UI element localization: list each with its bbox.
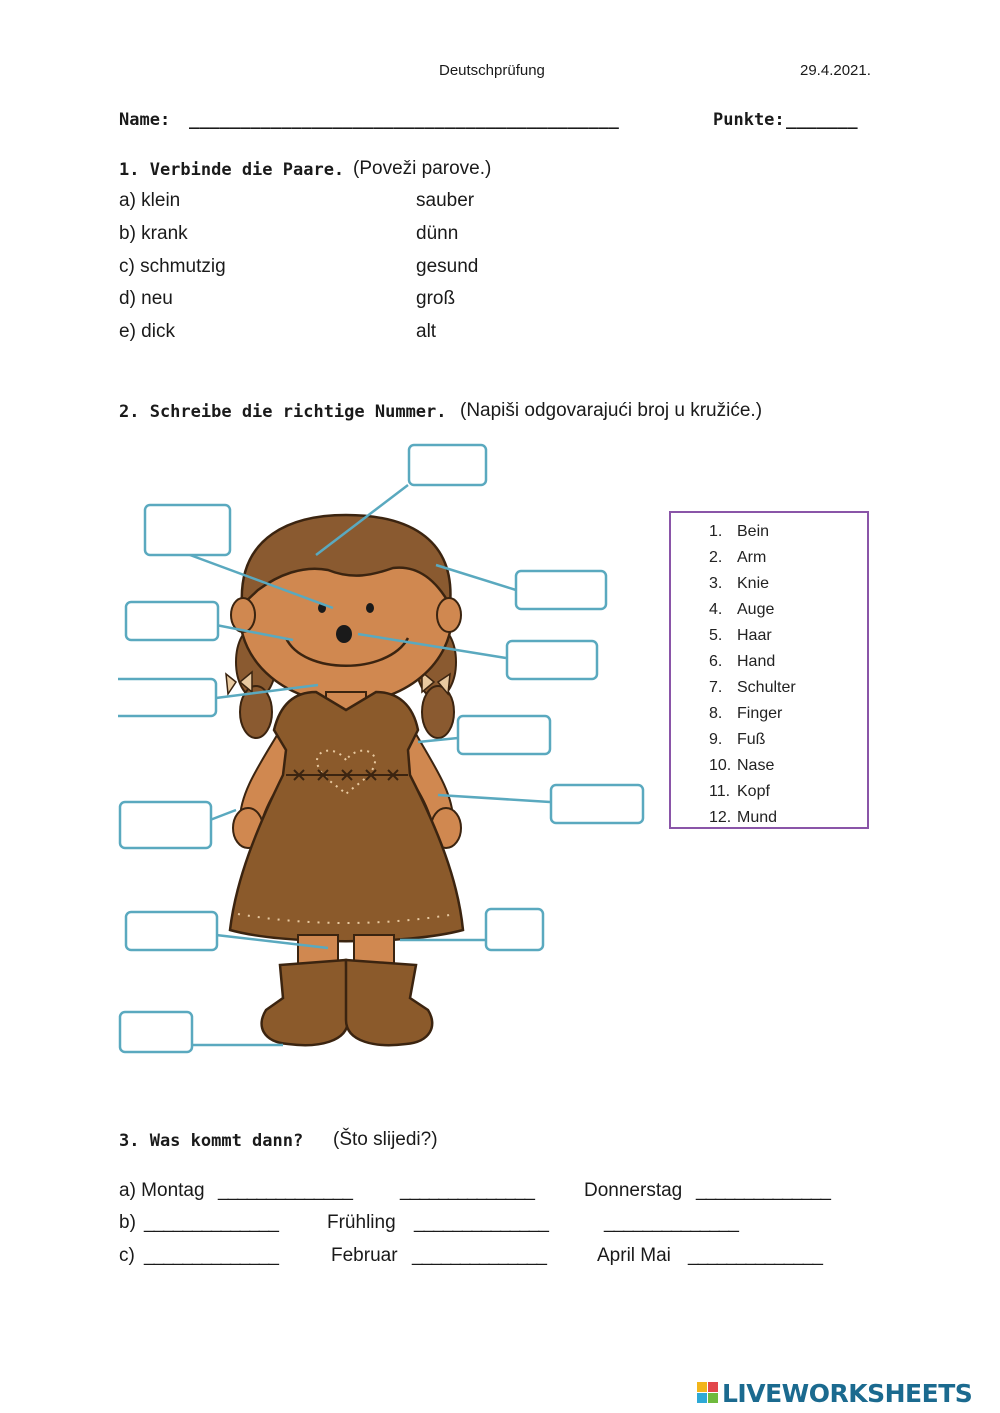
name-label: Name: [119,110,171,130]
pair-left-e[interactable]: e) dick [119,321,175,342]
liveworksheets-logo [697,1378,972,1408]
document-title: Deutschprüfung [439,62,545,79]
sequence-a-blank-2[interactable]: ______________ [400,1180,534,1201]
points-line[interactable]: _______ [786,110,858,130]
exercise2-heading: 2. Schreibe die richtige Nummer. [119,402,447,422]
word-list-item: 5. Haar [709,627,772,644]
nose [336,625,352,643]
exercise3-translation: (Što slijedi?) [333,1129,438,1150]
exercise1-translation: (Poveži parove.) [353,158,492,179]
word-list-item: 9. Fuß [709,731,766,748]
word-list-item: 4. Auge [709,601,775,618]
pair-left-a[interactable]: a) klein [119,190,181,211]
points-label: Punkte: [713,110,785,130]
pair-left-b[interactable]: b) krank [119,223,188,244]
pair-left-c[interactable]: c) schmutzig [119,256,226,277]
word-list-item: 1. Bein [709,523,770,540]
answer-box-hand[interactable] [551,785,643,823]
sequence-a-blank-3[interactable]: ______________ [696,1180,830,1201]
word-list-item: 8. Finger [709,705,783,722]
word-list-item: 10. Nase [709,757,775,774]
answer-box-shoulder[interactable] [118,679,216,716]
sequence-a-word: Donnerstag [584,1180,683,1201]
pair-right-5[interactable]: alt [416,321,437,342]
sequence-b-blank-3[interactable]: ______________ [604,1212,738,1233]
word-list-item: 12. Mund [709,809,778,826]
pair-right-3[interactable]: gesund [416,256,479,277]
answer-box-finger[interactable] [120,802,211,848]
answer-box-arm[interactable] [458,716,550,754]
right-boot [346,960,432,1045]
document-date: 29.4.2021. [800,62,871,79]
sequence-c-blank-2[interactable]: ______________ [412,1245,546,1266]
exercise1-heading: 1. Verbinde die Paare. [119,160,345,180]
sequence-c-blank-3[interactable]: ______________ [688,1245,822,1266]
pair-right-2[interactable]: dünn [416,223,459,244]
answer-box-foot[interactable] [120,1012,192,1052]
name-line[interactable]: __________________________________________ [189,110,619,130]
pair-right-1[interactable]: sauber [416,190,475,211]
exercise2-translation: (Napiši odgovarajući broj u kružiće.) [460,400,763,421]
word-list-item: 2. Arm [709,549,767,566]
word-list-item: 3. Knie [709,575,770,592]
sequence-b-word: Frühling [327,1212,396,1233]
sequence-b-prefix: b) [119,1212,136,1233]
sequence-c-word-2: April Mai [597,1245,671,1266]
liveworksheets-logo-icon [697,1382,719,1404]
sequence-a-prefix: a) Montag [119,1180,205,1201]
answer-box-head[interactable] [516,571,606,609]
sequence-c-prefix: c) [119,1245,135,1266]
pair-right-4[interactable]: groß [416,288,456,309]
exercise3-heading: 3. Was kommt dann? [119,1131,304,1151]
word-list-item: 11. Kopf [709,783,770,800]
answer-box-knee[interactable] [126,912,217,950]
sequence-c-word: Februar [331,1245,398,1266]
logo-text: LIVEWORKSHEETS [722,1378,973,1408]
body-parts-word-list [669,511,869,829]
answer-box-eye[interactable] [145,505,230,555]
sequence-c-blank-1[interactable]: ______________ [144,1245,278,1266]
answer-box-nose[interactable] [507,641,597,679]
sequence-b-blank-2[interactable]: ______________ [414,1212,548,1233]
pair-left-d[interactable]: d) neu [119,288,173,309]
sequence-b-blank-1[interactable]: ______________ [144,1212,278,1233]
word-list-item: 6. Hand [709,653,776,670]
word-list-item: 7. Schulter [709,679,796,696]
answer-box-mouth-left[interactable] [126,602,218,640]
answer-box-hair[interactable] [409,445,486,485]
answer-box-leg[interactable] [486,909,543,950]
girl-illustration [226,515,463,1045]
left-boot [262,960,348,1045]
sequence-a-blank-1[interactable]: ______________ [218,1180,352,1201]
